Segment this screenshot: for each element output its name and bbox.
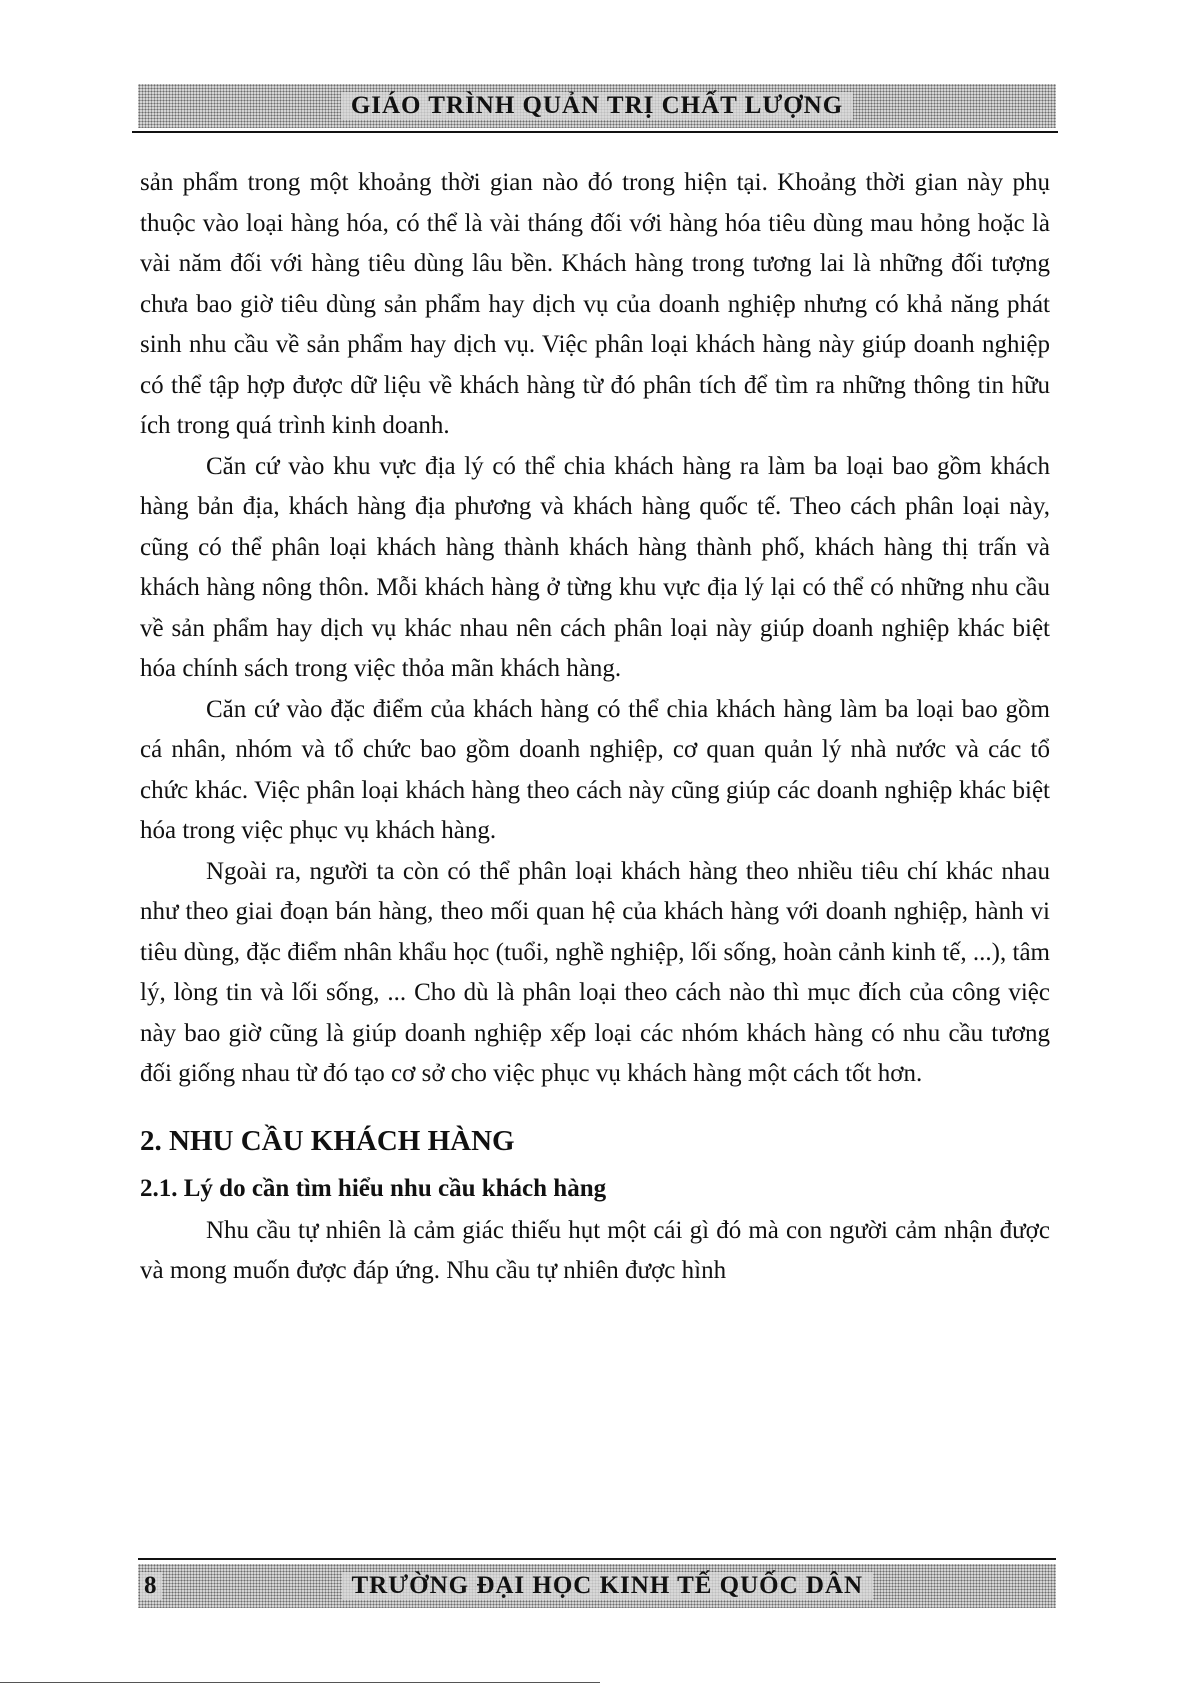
bottom-rule [0,1682,600,1683]
paragraph-1: sản phẩm trong một khoảng thời gian nào đó trong hiện tại. Khoảng thời gian này phụ thuộc vào loại hàng hóa, có thể là vài tháng đối với hàng hóa tiêu dùng mau hỏng hoặc là vài năm đối với hàng tiêu dùng lâu bền. Khách hàng trong tương lai là những đối tượng chưa bao giờ tiêu dùng sản phẩm hay dịch vụ của doanh nghiệp nhưng có khả năng phát sinh nhu cầu về sản phẩm hay dịch vụ. Việc phân loại khách hàng này giúp doanh nghiệp có thể tập hợp được dữ liệu về khách hàng từ đó phân tích để tìm ra những thông tin hữu ích trong quá trình kinh doanh. [140,169,1050,439]
header-title: GIÁO TRÌNH QUẢN TRỊ CHẤT LƯỢNG [341,92,853,120]
footer-title: TRƯỜNG ĐẠI HỌC KINH TẾ QUỐC DÂN [342,1572,874,1600]
subsection-heading: 2.1. Lý do cần tìm hiểu nhu cầu khách hàng [140,1174,607,1202]
paragraph-3: Căn cứ vào đặc điểm của khách hàng có thể chia khách hàng làm ba loại bao gồm cá nhân, nhóm và tổ chức bao gồm doanh nghiệp, cơ quan quản lý nhà nước và các tổ chức khác. Việc phân loại khách hàng theo cách này cũng giúp các doanh nghiệp khác biệt hóa trong việc phục vụ khách hàng. [140,695,1050,844]
footer-band [138,1564,1056,1608]
header-band [138,84,1056,128]
page-number: 8 [140,1572,162,1600]
paragraph-5: Nhu cầu tự nhiên là cảm giác thiếu hụt một cái gì đó mà con người cảm nhận được và mong muốn được đáp ứng. Nhu cầu tự nhiên được hình [140,1216,1050,1284]
footer-rule [138,1558,1056,1560]
paragraph-2: Căn cứ vào khu vực địa lý có thể chia khách hàng ra làm ba loại bao gồm khách hàng bản địa, khách hàng địa phương và khách hàng quốc tế. Theo cách phân loại này, cũng có thể phân loại khách hàng thành khách hàng thành phố, khách hàng thị trấn và khách hàng nông thôn. Mỗi khách hàng ở từng khu vực địa lý lại có thể có những nhu cầu về sản phẩm hay dịch vụ khác nhau nên cách phân loại này giúp doanh nghiệp khác biệt hóa chính sách trong việc thỏa mãn khách hàng. [140,452,1050,682]
section-heading: 2. NHU CẦU KHÁCH HÀNG [140,1124,515,1157]
paragraph-4: Ngoài ra, người ta còn có thể phân loại khách hàng theo nhiều tiêu chí khác nhau như theo giai đoạn bán hàng, theo mối quan hệ của khách hàng với doanh nghiệp, hành vi tiêu dùng, đặc điểm nhân khẩu học (tuổi, nghề nghiệp, lối sống, hoàn cảnh kinh tế, ...), tâm lý, lòng tin và lối sống, ... Cho dù là phân loại theo cách nào thì mục đích của công việc này bao giờ cũng là giúp doanh nghiệp xếp loại các nhóm khách hàng có nhu cầu tương đối giống nhau từ đó tạo cơ sở cho việc phục vụ khách hàng một cách tốt hơn. [140,857,1050,1087]
page-body [140,163,1050,1292]
header-rule [132,131,1058,133]
